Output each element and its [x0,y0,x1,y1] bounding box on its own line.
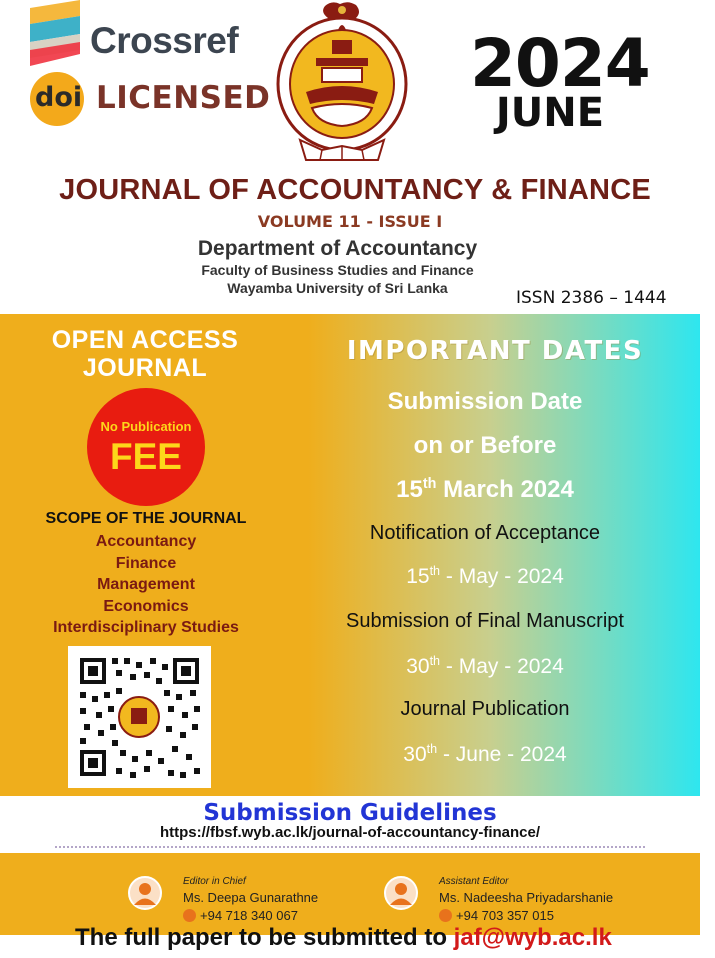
qr-code-icon[interactable] [68,646,211,788]
scope-item: Accountancy [95,533,197,550]
issn-number: ISSN 2386 – 1444 [516,288,667,308]
open-access-line1: OPEN ACCESS [51,326,239,354]
contact-name: Ms. Deepa Gunarathne [183,890,319,905]
submission-deadline: 15th March 2024 [396,476,574,503]
final-manuscript-label: Submission of Final Manuscript [346,610,624,632]
person-icon [128,876,162,910]
university-name: Wayamba University of Sri Lanka [227,280,448,296]
submission-email-line: The full paper to be submitted to jaf@wyb.ac.lk [75,924,612,951]
on-or-before-label: on or Before [413,432,557,459]
licensed-label: LICENSED [96,80,271,116]
guidelines-link[interactable]: https://fbsf.wyb.ac.lk/journal-of-accountancy-finance/ [159,824,541,841]
scope-item: Economics [103,597,189,615]
issue-year: 2024 [470,25,650,102]
submission-guidelines-title: Submission Guidelines [203,800,497,826]
important-dates-column [300,314,700,796]
doi-label: doi [35,82,83,113]
submission-date-label: Submission Date [387,388,583,415]
crossref-logo [30,0,260,70]
volume-issue: VOLUME 11 - ISSUE I [257,212,443,231]
scope-item: Interdisciplinary Studies [53,619,239,636]
journal-title: JOURNAL OF ACCOUNTANCY & FINANCE [59,174,651,206]
person-icon [384,876,418,910]
faculty-name: Faculty of Business Studies and Finance [201,262,474,278]
crossref-wordmark: Crossref [90,20,239,61]
contact-name: Ms. Nadeesha Priyadarshanie [439,890,614,905]
university-seal-icon [270,0,415,170]
issue-month: JUNE [495,90,605,136]
notification-date: 15th - May - 2024 [406,564,564,588]
final-manuscript-date: 30th - May - 2024 [406,654,564,678]
contact-role: Editor in Chief [183,876,246,887]
info-band [0,314,700,796]
left-column [0,314,290,796]
notification-label: Notification of Acceptance [369,522,601,544]
publication-label: Journal Publication [400,698,570,720]
crossref-icon [30,0,90,70]
scope-title: SCOPE OF THE JOURNAL [45,510,247,527]
lion-crest [323,2,359,18]
publication-date: 30th - June - 2024 [403,742,567,766]
scope-list [0,531,292,639]
no-fee-badge [87,388,205,506]
scope-item: Finance [115,554,177,572]
department-name: Department of Accountancy [197,237,478,260]
doi-licensed-badge [30,72,270,126]
dotted-divider [55,846,645,848]
open-access-line2: JOURNAL [82,354,208,382]
poster-header [0,0,700,312]
fee-label: FEE [110,436,182,477]
no-publication-label: No Publication [100,419,192,434]
important-dates-title: IMPORTANT DATES [346,336,644,366]
contact-phone[interactable]: +94 703 357 015 [456,908,554,923]
doi-circle-icon [30,72,84,126]
contact-phone[interactable]: +94 718 340 067 [200,908,298,923]
contact-role: Assistant Editor [439,876,509,887]
scope-item: Management [97,576,195,593]
